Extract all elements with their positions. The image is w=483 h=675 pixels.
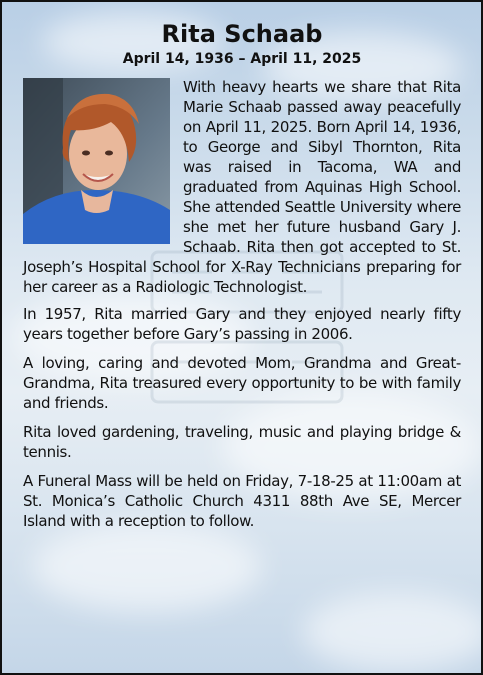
paragraph-service: A Funeral Mass will be held on Friday, 7-18-25 at 11:00am at St. Monica’s Catholic Church 4311 88th Ave SE, Mercer Island with a reception to follow. — [23, 472, 461, 530]
deceased-name: Rita Schaab — [161, 20, 323, 48]
life-dates: April 14, 1936 – April 11, 2025 — [122, 51, 362, 67]
background-cloud — [32, 522, 262, 612]
paragraph-marriage: In 1957, Rita married Gary and they enjoyed nearly fifty years together before Gary’s passing in 2006. — [23, 305, 461, 343]
obituary-body — [23, 77, 461, 531]
paragraph-family: A loving, caring and devoted Mom, Grandma and Great-Grandma, Rita treasured every opportunity to be with family and friends. — [23, 354, 461, 412]
paragraph-intro: With heavy hearts we share that Rita Marie Schaab passed away peacefully on April 11, 2025. Born April 14, 1936, to George and Sibyl Thornton, Rita was raised in Tacoma, WA and graduated from Aquinas High School. She attended Seattle University where she met her future husband Gary J. Schaab. Rita then got accepted to St. Joseph’s Hospital School for X-Ray Technicians preparing for her career as a Radiologic Technologist. — [23, 78, 461, 296]
portrait-photo — [23, 78, 170, 244]
paragraph-hobbies: Rita loved gardening, traveling, music and playing bridge & tennis. — [23, 423, 461, 461]
portrait-illustration — [23, 78, 170, 244]
background-cloud — [302, 592, 483, 672]
